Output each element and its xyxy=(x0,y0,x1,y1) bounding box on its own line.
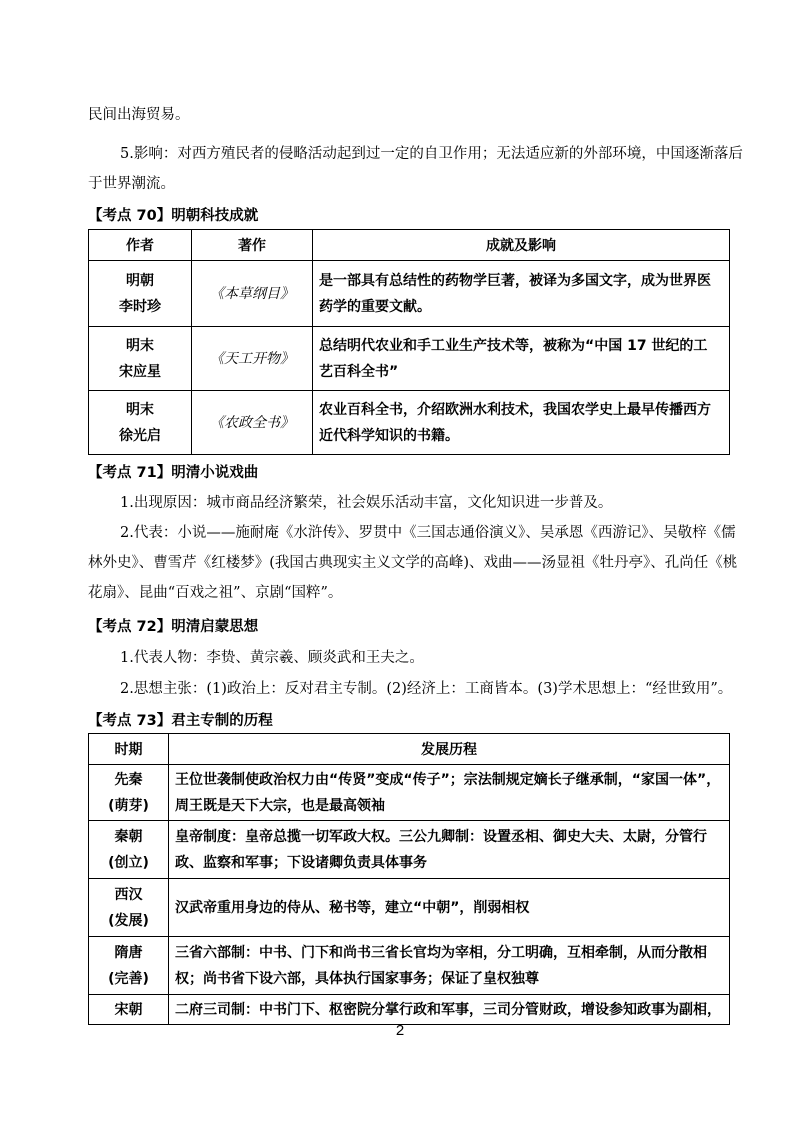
desc-cell: 二府三司制：中书门下、枢密院分掌行政和军事，三司分管财政，增设参知政事为副相， xyxy=(169,995,730,1025)
paragraph-line: 于世界潮流。 xyxy=(88,176,175,192)
desc-cell: 汉武帝重用身边的侍从、秘书等，建立“中朝”，削弱相权 xyxy=(169,879,730,937)
table-row xyxy=(89,391,730,455)
table-row xyxy=(89,937,730,995)
work-cell: 《天工开物》 xyxy=(192,327,313,391)
period-cell: 西汉 (发展) xyxy=(89,879,169,937)
section-heading-71: 【考点 71】明清小说戏曲 xyxy=(88,465,259,481)
paragraph-line: 林外史》、曹雪芹《红楼梦》(我国古典现实主义文学的高峰)、戏曲——汤显祖《牡丹亭》、孔尚任《桃 xyxy=(88,555,738,571)
table-row xyxy=(89,879,730,937)
autocracy-table xyxy=(88,733,730,1025)
period-cell: 先秦 (萌芽) xyxy=(89,765,169,821)
table-header: 著作 xyxy=(192,230,313,261)
table-header: 时期 xyxy=(89,734,169,765)
author-cell: 明末 宋应星 xyxy=(89,327,192,391)
desc-cell: 三省六部制：中书、门下和尚书三省长官均为宰相，分工明确，互相牵制，从而分散相 权；尚书省下设六部，具体执行国家事务；保证了皇权独尊 xyxy=(169,937,730,995)
paragraph-line: 2.思想主张：(1)政治上：反对君主专制。(2)经济上：工商皆本。(3)学术思想上：“经世致用”。 xyxy=(120,681,733,697)
paragraph-line: 2.代表：小说——施耐庵《水浒传》、罗贯中《三国志通俗演义》、吴承恩《西游记》、吴敬梓《儒 xyxy=(120,525,736,541)
paragraph-line: 5.影响：对西方殖民者的侵略活动起到过一定的自卫作用；无法适应新的外部环境，中国逐渐落后 xyxy=(120,146,743,162)
table-header: 成就及影响 xyxy=(313,230,730,261)
paragraph-line: 民间出海贸易。 xyxy=(88,107,190,123)
page-number: 2 xyxy=(395,1022,405,1039)
paragraph-line: 花扇》、昆曲“百戏之祖”、京剧“国粹”。 xyxy=(88,585,343,601)
science-table xyxy=(88,229,730,455)
section-heading-72: 【考点 72】明清启蒙思想 xyxy=(88,619,259,635)
author-cell: 明末 徐光启 xyxy=(89,391,192,455)
table-row xyxy=(89,995,730,1025)
author-cell: 明朝 李时珍 xyxy=(89,261,192,327)
desc-cell: 王位世袭制使政治权力由“传贤”变成“传子”；宗法制规定嫡长子继承制，“家国一体”， 周王既是天下大宗，也是最高领袖 xyxy=(169,765,730,821)
effect-cell: 农业百科全书，介绍欧洲水利技术，我国农学史上最早传播西方 近代科学知识的书籍。 xyxy=(313,391,730,455)
effect-cell: 是一部具有总结性的药物学巨著，被译为多国文字，成为世界医 药学的重要文献。 xyxy=(313,261,730,327)
work-cell: 《农政全书》 xyxy=(192,391,313,455)
table-row xyxy=(89,765,730,821)
effect-cell: 总结明代农业和手工业生产技术等，被称为“中国 17 世纪的工 艺百科全书” xyxy=(313,327,730,391)
desc-cell: 皇帝制度：皇帝总揽一切军政大权。三公九卿制：设置丞相、御史大夫、太尉，分管行 政、监察和军事；下设诸卿负责具体事务 xyxy=(169,821,730,879)
table-header-row xyxy=(89,734,730,765)
table-row xyxy=(89,821,730,879)
work-cell: 《本草纲目》 xyxy=(192,261,313,327)
section-heading-73: 【考点 73】君主专制的历程 xyxy=(88,713,273,729)
section-heading-70: 【考点 70】明朝科技成就 xyxy=(88,208,259,224)
paragraph-line: 1.出现原因：城市商品经济繁荣，社会娱乐活动丰富，文化知识进一步普及。 xyxy=(120,495,613,511)
paragraph-line: 1.代表人物：李贽、黄宗羲、顾炎武和王夫之。 xyxy=(120,650,424,666)
table-header: 作者 xyxy=(89,230,192,261)
table-header: 发展历程 xyxy=(169,734,730,765)
table-header-row xyxy=(89,230,730,261)
table-row xyxy=(89,261,730,327)
period-cell: 宋朝 xyxy=(89,995,169,1025)
table-row xyxy=(89,327,730,391)
period-cell: 隋唐 (完善) xyxy=(89,937,169,995)
period-cell: 秦朝 (创立) xyxy=(89,821,169,879)
